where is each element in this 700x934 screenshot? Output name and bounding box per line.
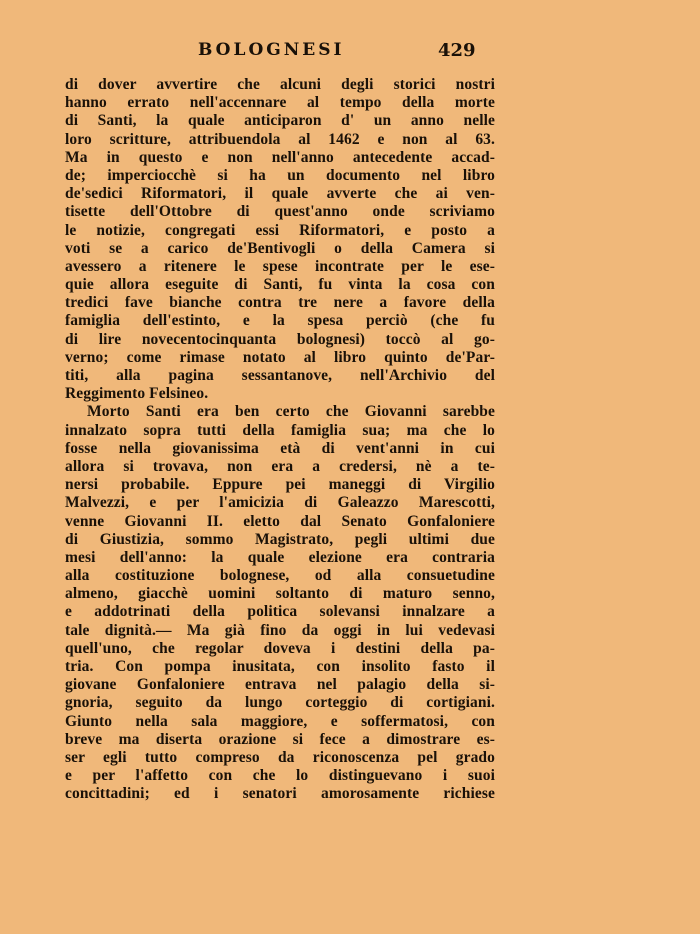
text-line: quell'uno, che regolar doveva i destini della pa- [65,639,495,657]
text-line: hanno errato nell'accennare al tempo della morte [65,94,495,112]
text-line: venne Giovanni II. eletto dal Senato Gonfaloniere [65,512,495,530]
text-line: nersi probabile. Eppure pei maneggi di Virgilio [65,476,495,494]
text-line: Malvezzi, e per l'amicizia di Galeazzo Marescotti, [65,494,495,512]
text-line: titi, alla pagina sessantanove, nell'Archivio del [65,367,495,384]
text-line: fosse nella giovanissima età di vent'anni in cui [65,439,495,457]
text-line: concittadini; ed i senatori amorosamente richiese [65,785,495,803]
text-line: e addotrinati della politica solevansi innalzare a [65,603,495,621]
text-line: almeno, giacchè uomini soltanto di maturo senno, [65,585,495,603]
text-line: breve ma diserta orazione si fece a dimostrare es- [65,730,495,748]
page-header [0,38,700,68]
text-line: tredici fave bianche contra tre nere a favore della [65,294,495,312]
text-line: Morto Santi era ben certo che Giovanni sarebbe [87,403,495,421]
running-head: BOLOGNESI [198,40,345,60]
text-line: Reggimento Felsineo. [65,385,209,403]
text-line: di lire novecentocinquanta bolognesi) toccò al go- [65,330,495,348]
text-line: allora si trovava, non era a credersi, nè a te- [65,457,495,475]
text-line: innalzato sopra tutti della famiglia sua; ma che lo [65,421,495,439]
text-line: di Giustizia, sommo Magistrato, pegli ultimi due [65,530,495,548]
text-line: Giunto nella sala maggiore, e soffermatosi, con [65,712,495,730]
body-text [65,76,495,804]
text-line: gnoria, seguito da lungo corteggio di cortigiani. [65,694,495,712]
text-line: ser egli tutto compreso da riconoscenza pel grado [65,748,495,766]
text-line: loro scritture, attribuendola al 1462 e non al 63. [65,130,495,148]
text-line: mesi dell'anno: la quale elezione era contraria [65,548,495,566]
text-line: e per l'affetto con che lo distinguevano i suoi [65,767,495,785]
page-number: 429 [438,40,476,61]
text-line: giovane Gonfaloniere entrava nel palagio della si- [65,676,495,694]
text-line: voti se a carico de'Bentivogli o della Camera si [65,239,495,257]
text-line: di dover avvertire che alcuni degli storici nostri [65,76,495,93]
text-line: quie allora eseguite di Santi, fu vinta la cosa con [65,276,495,294]
text-line: le notizie, congregati essi Riformatori, e posto a [65,221,495,239]
text-line: avessero a ritenere le spese incontrate per le ese- [65,257,495,275]
text-line: verno; come rimase notato al libro quinto de'Par- [65,348,495,366]
text-line: famiglia dell'estinto, e la spesa perciò (che fu [65,312,495,330]
text-line: alla costituzione bolognese, od alla consuetudine [65,567,495,585]
text-line: de; imperciocchè si ha un documento nel libro [65,166,495,184]
text-line: de'sedici Riformatori, il quale avverte che ai ven- [65,185,495,203]
text-line: tria. Con pompa inusitata, con insolito fasto il [65,658,495,675]
text-line: tisette dell'Ottobre di quest'anno onde scriviamo [65,203,495,221]
text-line: tale dignità.— Ma già fino da oggi in lui vedevasi [65,621,495,639]
text-line: Ma in questo e non nell'anno antecedente accad- [65,148,495,166]
text-line: di Santi, la quale anticiparon d' un anno nelle [65,112,495,130]
